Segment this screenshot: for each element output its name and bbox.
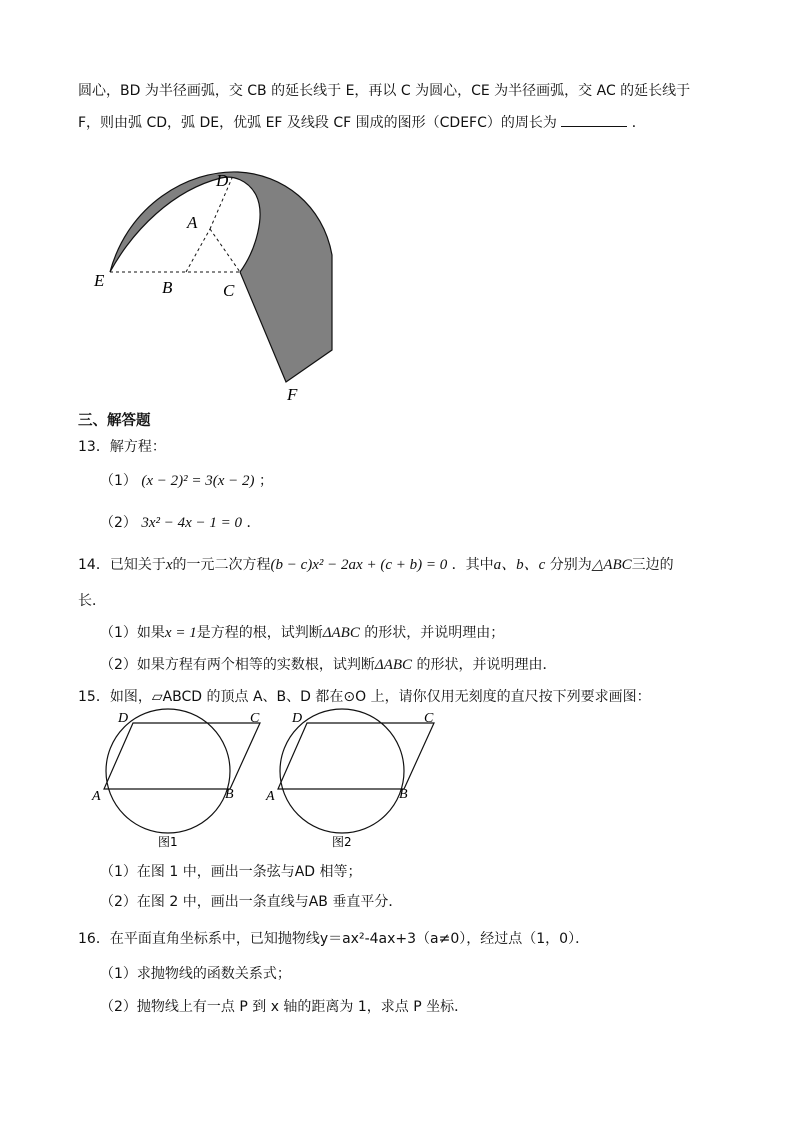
- q13-p2-end: ．: [246, 515, 261, 531]
- q16-part1: （1）求抛物线的函数关系式；: [100, 966, 291, 982]
- q14-triangle: △ABC: [591, 557, 632, 573]
- circle-O: [280, 709, 404, 833]
- section-title: 三、解答题: [78, 413, 151, 429]
- q15-stem: 15．如图，▱ABCD 的顶点 A、B、D 都在⊙O 上，请你仅用无刻度的直尺按下列要求画图：: [78, 689, 651, 705]
- label-B: B: [162, 278, 173, 297]
- label-F: F: [287, 385, 298, 404]
- fig1-label-C: C: [250, 711, 260, 726]
- q14-var-x: x: [165, 557, 173, 573]
- q15-part1: （1）在图 1 中，画出一条弦与AD 相等；: [100, 864, 362, 880]
- q14-after3: 三边的: [631, 557, 674, 573]
- q14-after: ．其中: [451, 557, 494, 573]
- label-E: E: [94, 271, 105, 290]
- q12-line2-end: ．: [631, 115, 646, 131]
- q14-p2-triangle: ΔABC: [374, 657, 413, 673]
- q13-part2: [100, 512, 261, 534]
- q16-stem: 16．在平面直角坐标系中，已知抛物线y＝ax²-4ax+3（a≠0），经过点（1，0）．: [78, 931, 590, 947]
- q14-part2: [100, 654, 557, 676]
- q14-line1: [78, 554, 674, 576]
- q13-part1: [100, 470, 273, 492]
- fig2-caption: 图2: [332, 835, 352, 849]
- q12-figure: [88, 160, 348, 405]
- fig2-label-D: D: [292, 711, 303, 726]
- q16-part2: （2）抛物线上有一点 P 到 x 轴的距离为 1，求点 P 坐标．: [100, 999, 469, 1015]
- q14-p1-triangle: ΔABC: [322, 625, 360, 641]
- q12-line1: 圆心，BD 为半径画弧，交 CB 的延长线于 E，再以 C 为圆心，CE 为半径画弧，交 AC 的延长线于: [78, 83, 691, 99]
- q14-abc: a、b、c: [493, 557, 546, 573]
- q14-part1: [100, 622, 504, 644]
- q13-p1-equation: (x − 2)² = 3(x − 2): [141, 473, 255, 489]
- answer-blank: [561, 112, 627, 127]
- q12-line2-text: F，则由弧 CD，弧 DE，优弧 EF 及线段 CF 围成的图形（CDEFC）的周长为: [78, 115, 557, 131]
- q14-pre: 14．已知关于: [78, 557, 166, 573]
- q14-equation: (b − c)x² − 2ax + (c + b) = 0: [270, 557, 448, 573]
- fig1-label-B: B: [225, 787, 234, 802]
- q15-figure-1: [88, 708, 268, 856]
- q14-p1-post: 的形状，并说明理由；: [364, 625, 505, 641]
- q13-stem: 13．解方程：: [78, 439, 166, 455]
- segment-BA: [186, 229, 210, 272]
- label-C: C: [223, 281, 235, 300]
- q14-p1-math: x = 1: [164, 625, 197, 641]
- q14-p2-pre: （2）如果方程有两个相等的实数根，试判断: [100, 657, 375, 673]
- shaded-shape: [110, 172, 332, 382]
- fig2-label-C: C: [424, 711, 434, 726]
- q12-line2: [78, 112, 646, 134]
- parallelogram-ABCD: [278, 723, 434, 789]
- q14-line2: 长．: [78, 593, 106, 609]
- q13-p1-label: （1）: [100, 473, 137, 489]
- fig1-label-D: D: [118, 711, 129, 726]
- label-A: A: [187, 213, 198, 232]
- q14-after2: 分别为: [549, 557, 592, 573]
- q15-figure-2: [262, 708, 442, 856]
- fig2-label-B: B: [399, 787, 408, 802]
- q13-p2-equation: 3x² − 4x − 1 = 0: [141, 515, 243, 531]
- q14-p1-mid: 是方程的根，试判断: [196, 625, 323, 641]
- segment-AC: [210, 229, 240, 272]
- q15-part2: （2）在图 2 中，画出一条直线与AB 垂直平分．: [100, 894, 403, 910]
- fig1-label-A: A: [92, 789, 101, 804]
- fig1-caption: 图1: [158, 835, 178, 849]
- fig2-label-A: A: [266, 789, 275, 804]
- q14-p2-post: 的形状，并说明理由．: [416, 657, 557, 673]
- q13-p2-label: （2）: [100, 515, 137, 531]
- parallelogram-ABCD: [104, 723, 260, 789]
- circle-O: [106, 709, 230, 833]
- q14-mid: 的一元二次方程: [172, 557, 271, 573]
- label-D: D: [216, 171, 229, 190]
- q13-p1-end: ；: [259, 473, 273, 489]
- q14-p1-pre: （1）如果: [100, 625, 165, 641]
